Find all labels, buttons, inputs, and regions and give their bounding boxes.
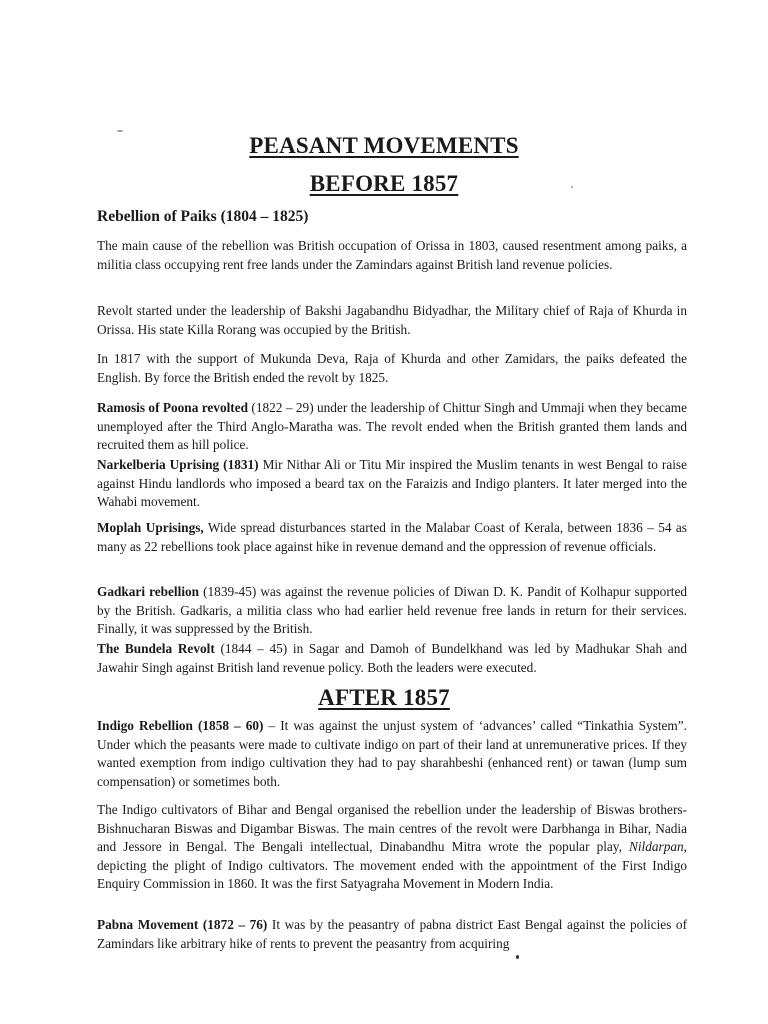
indigo-leaders-paragraph: [97, 801, 687, 894]
paiks-heading: Rebellion of Paiks (1804 – 1825): [97, 208, 309, 225]
bundela-text: (1844 – 45) in Sagar and Damoh of Bundelkhand was led by Madhukar Shah and Jawahir Singh against British land revenue policy. Both the leaders were executed.: [97, 641, 687, 675]
paiks-paragraph-2: Revolt started under the leadership of Bakshi Jagabandhu Bidyadhar, the Military chief of Raja of Khurda in Orissa. His state Killa Rorang was occupied by the British.: [97, 303, 687, 337]
bundela-paragraph: [97, 640, 687, 677]
scan-speck: [516, 955, 519, 959]
ramosis-text: (1822 – 29) under the leadership of Chittur Singh and Ummaji when they became unemployed after the Third Anglo-Maratha was. The revolt ended when the British granted them lands and recruited them as hill police.: [97, 400, 688, 453]
pabna-text: It was by the peasantry of pabna district East Bengal against the policies of Zamindars like arbitrary hike of rents to prevent the peasantry from acquiring: [97, 917, 688, 951]
paiks-paragraph-3: In 1817 with the support of Mukunda Deva, Raja of Khurda and other Zamidars, the paiks defeated the English. By force the British ended the revolt by 1825.: [97, 351, 687, 385]
before-1857-heading: BEFORE 1857: [309, 171, 459, 196]
gadkari-text: (1839-45) was against the revenue policies of Diwan D. K. Pandit of Kolhapur supported by the British. Gadkaris, a militia class who had earlier held revenue free lands in return for their services. Finally, it was suppressed by the British.: [97, 584, 687, 637]
bundela-lead: The Bundela Revolt: [97, 641, 215, 656]
indigo-lead: Indigo Rebellion (1858 – 60): [97, 718, 264, 733]
ramosis-lead: Ramosis of Poona revolted: [97, 400, 249, 415]
narkelberia-lead: Narkelberia Uprising (1831): [97, 457, 259, 472]
ramosis-paragraph: [97, 399, 687, 455]
scan-speck: [117, 130, 123, 132]
nildarpan-title: Nildarpan: [628, 839, 684, 855]
gadkari-lead: Gadkari rebellion: [97, 584, 200, 599]
indigo-paragraph: [97, 717, 687, 791]
pabna-paragraph: [97, 916, 687, 953]
gadkari-paragraph: [97, 583, 687, 639]
moplah-paragraph: [97, 519, 687, 556]
narkelberia-text: Mir Nithar Ali or Titu Mir inspired the Muslim tenants in west Bengal to raise against Hindu landlords who imposed a beard tax on the Faraizis and Indigo planters. It later merged into the Wahabi movement.: [97, 457, 687, 510]
indigo-text: – It was against the unjust system of ‘advances’ called “Tinkathia System”. Under which the peasants were made to cultivate indigo on part of their land at unremunerative prices. If they wanted exemption from indigo cultivation they had to pay sharahbeshi (enhanced rent) or tawan (lump sum compensation) or sometimes both.: [97, 718, 687, 789]
scan-speck: [571, 186, 573, 188]
paiks-paragraph-1: The main cause of the rebellion was British occupation of Orissa in 1803, caused resentment among paiks, a militia class occupying rent free lands under the Zamindars against British land revenue policies.: [97, 238, 687, 272]
moplah-text: Wide spread disturbances started in the Malabar Coast of Kerala, between 1836 – 54 as many as 22 rebellions took place against hike in revenue demand and the oppression of revenue officials.: [97, 520, 687, 554]
indigo-leaders-text-a: The Indigo cultivators of Bihar and Bengal organised the rebellion under the leadership of Biswas brothers- Bishnucharan Biswas and Digambar Biswas. The main centres of the revolt were Darbhanga in Bihar, Nadia and Jessore in Bengal. The Bengali intellectual, Dinabandhu Mitra wrote the popular play,: [97, 802, 687, 855]
narkelberia-paragraph: [97, 456, 687, 512]
pabna-lead: Pabna Movement (1872 – 76): [97, 917, 268, 932]
after-1857-heading: AFTER 1857: [318, 685, 450, 710]
main-title: PEASANT MOVEMENTS: [249, 133, 519, 158]
moplah-lead: Moplah Uprisings,: [97, 520, 204, 535]
indigo-leaders-text-b: , depicting the plight of Indigo cultivators. The movement ended with the appointment of the First Indigo Enquiry Commission in 1860. It was the first Satyagraha Movement in Modern India.: [97, 839, 687, 892]
